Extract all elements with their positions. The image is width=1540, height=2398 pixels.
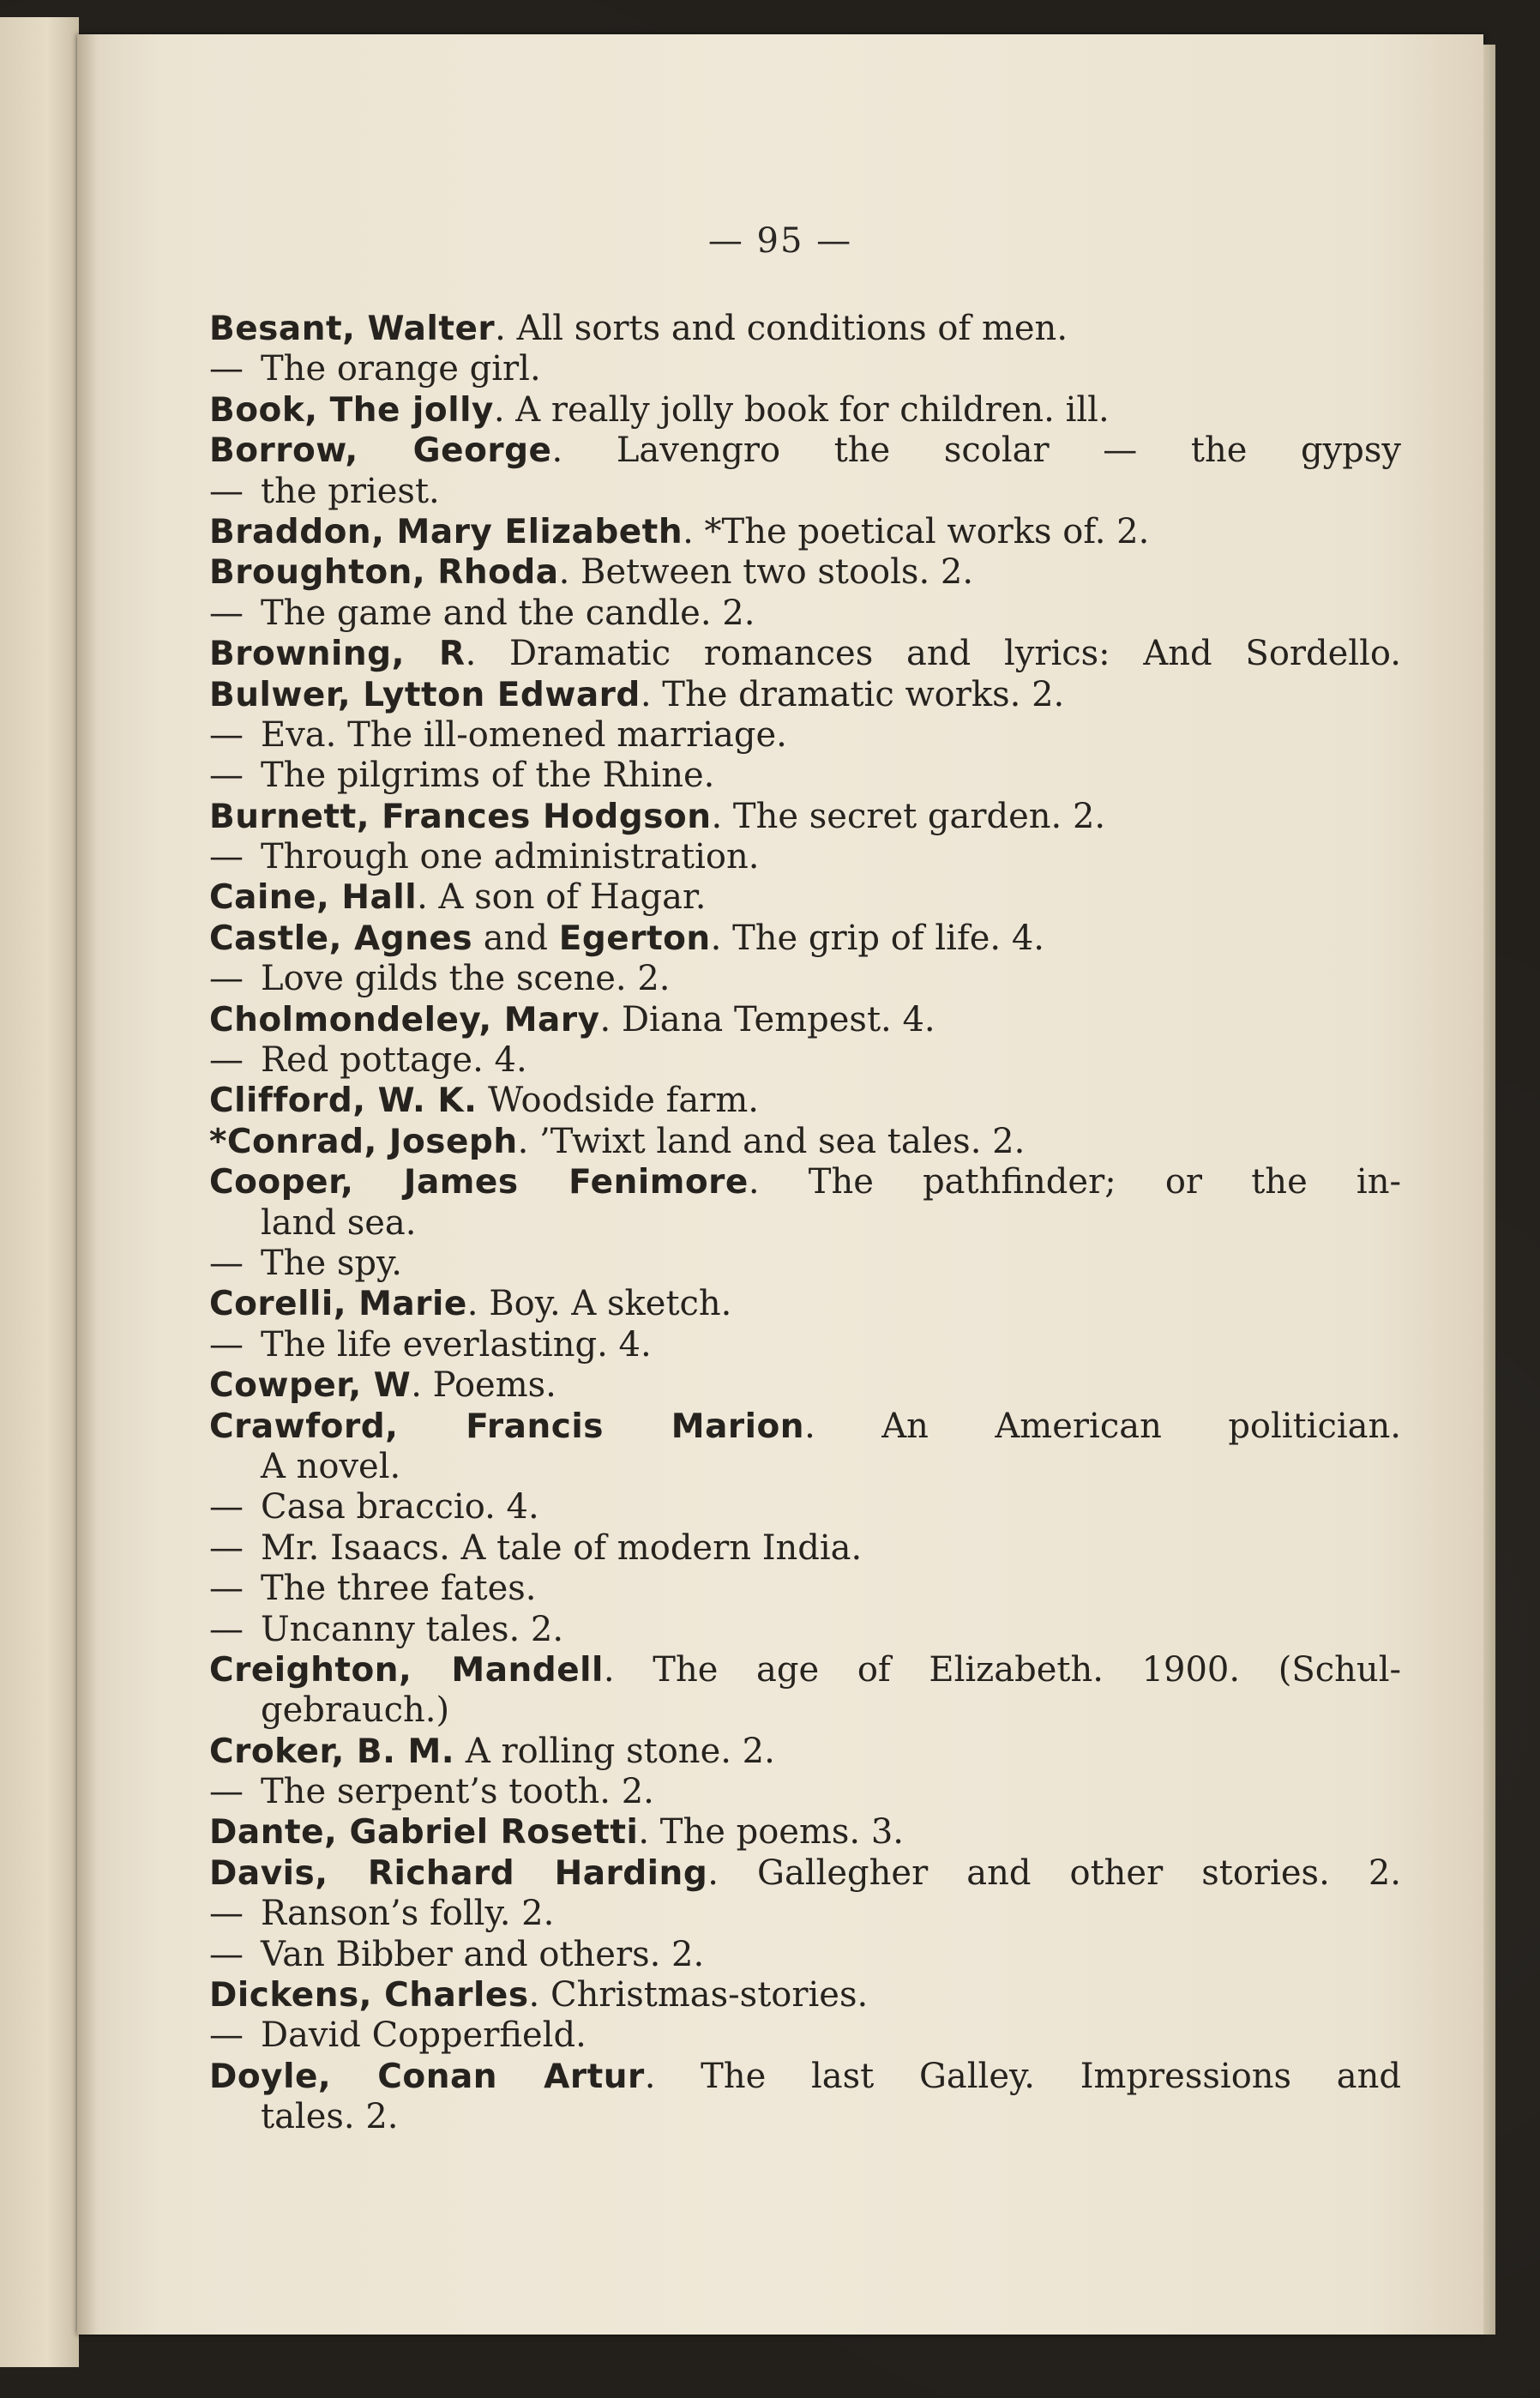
catalog-entry: [209, 1122, 1401, 1162]
ditto-dash: —: [209, 714, 244, 755]
catalog-subentry: [209, 1772, 1401, 1812]
catalog-subentry: [209, 472, 1401, 512]
ditto-dash: —: [209, 471, 244, 511]
catalog-continuation: [209, 1690, 1401, 1731]
title-text: . The secret garden. 2.: [711, 796, 1106, 836]
title-text: The serpent’s tooth. 2.: [261, 1772, 654, 1812]
author-name: Corelli, Marie: [209, 1285, 467, 1324]
title-text: Casa braccio. 4.: [261, 1487, 539, 1527]
catalog-entry: [209, 877, 1401, 918]
ditto-dash: —: [209, 1934, 244, 1974]
author-name: Clifford, W. K.: [209, 1082, 478, 1121]
catalog-continuation: [209, 2097, 1401, 2137]
ditto-dash: —: [209, 1040, 244, 1081]
title-text: Love gilds the scene. 2.: [261, 959, 671, 999]
catalog-entry: [209, 1853, 1401, 1894]
title-text: The three fates.: [261, 1569, 537, 1609]
catalog-subentry: [209, 593, 1401, 634]
title-text: The orange girl.: [261, 349, 541, 389]
author-name: Creighton, Mandell: [209, 1650, 604, 1690]
ditto-dash: —: [209, 1569, 244, 1609]
catalog-subentry: [209, 2015, 1401, 2056]
catalog-subentry: [209, 837, 1401, 877]
author-name: Broughton, Rhoda: [209, 553, 559, 593]
title-text: Red pottage. 4.: [261, 1040, 527, 1081]
ditto-dash: —: [209, 1894, 244, 1934]
catalog-entry: [209, 552, 1401, 593]
title-text: Eva. The ill-omened marriage.: [261, 714, 787, 755]
catalog-subentry: [209, 1325, 1401, 1365]
ditto-dash: —: [209, 1609, 244, 1649]
connector-text: and: [472, 918, 559, 958]
catalog-subentry: [209, 1610, 1401, 1650]
catalog-subentry: [209, 756, 1401, 796]
title-text: The spy.: [261, 1243, 402, 1283]
catalog-subentry: [209, 1244, 1401, 1284]
ditto-dash: —: [209, 349, 244, 389]
title-text: A rolling stone. 2.: [454, 1731, 775, 1771]
title-text: Ranson’s folly. 2.: [261, 1894, 555, 1934]
title-text: . Between two stools. 2.: [558, 552, 974, 593]
catalog-entry: [209, 1284, 1401, 1324]
title-text: . Gallegher and other stories. 2.: [707, 1853, 1401, 1893]
catalog-entry: [209, 2057, 1401, 2097]
page-number: — 95 —: [707, 221, 853, 261]
title-text: . A son of Hagar.: [417, 877, 707, 918]
catalog-entry: [209, 797, 1401, 837]
title-text: . The dramatic works. 2.: [640, 674, 1065, 714]
author-name: Borrow, George: [209, 431, 552, 471]
author-name: Cooper, James Fenimore: [209, 1163, 749, 1202]
title-text: David Copperfield.: [261, 2015, 587, 2056]
author-name: Dickens, Charles: [209, 1976, 529, 2015]
title-text: Van Bibber and others. 2.: [261, 1934, 705, 1974]
title-text: . Christmas-stories.: [528, 1975, 869, 2015]
ditto-dash: —: [209, 1487, 244, 1527]
title-text: . Diana Tempest. 4.: [599, 999, 935, 1039]
catalog-entry: [209, 309, 1401, 349]
author-name: Bulwer, Lytton Edward: [209, 675, 641, 714]
catalog-entry: [209, 1812, 1401, 1853]
catalog-entry: [209, 1365, 1401, 1406]
title-text: gebrauch.): [261, 1690, 450, 1731]
catalog-entry: [209, 1081, 1401, 1121]
title-text: . Boy. A sketch.: [466, 1284, 732, 1324]
catalog-entry: [209, 390, 1401, 431]
author-name: Cowper, W: [209, 1366, 412, 1406]
title-text: land sea.: [261, 1202, 417, 1243]
catalog-entry: [209, 1000, 1401, 1040]
ditto-dash: —: [209, 959, 244, 999]
catalog-subentry: [209, 349, 1401, 389]
title-text: tales. 2.: [261, 2097, 399, 2137]
author-name: Cholmondeley, Mary: [209, 1000, 600, 1039]
author-name: Egerton: [558, 919, 711, 958]
title-text: The life everlasting. 4.: [261, 1324, 652, 1365]
author-name: Castle, Agnes: [209, 919, 473, 958]
title-text: . Dramatic romances and lyrics: And Sordello.: [465, 634, 1401, 674]
catalog-entry: [209, 1975, 1401, 2015]
catalog-subentry: [209, 1040, 1401, 1081]
catalog-continuation: [209, 1447, 1401, 1487]
author-name: Besant, Walter: [209, 310, 496, 348]
author-name: Browning, R: [209, 635, 466, 674]
author-name: Dante, Gabriel Rosetti: [209, 1813, 639, 1853]
catalog-entry: [209, 634, 1401, 674]
catalog-subentry: [209, 1935, 1401, 1975]
catalog-subentry: [209, 1894, 1401, 1934]
catalog-subentry: [209, 1528, 1401, 1569]
spine-shadow: [77, 34, 98, 2335]
ditto-dash: —: [209, 837, 244, 877]
book-page: [77, 34, 1483, 2335]
author-name: Braddon, Mary Elizabeth: [209, 512, 683, 551]
title-text: . ’Twixt land and sea tales. 2.: [517, 1121, 1026, 1161]
right-page-edge: [1483, 45, 1495, 2335]
ditto-dash: —: [209, 1772, 244, 1812]
catalog-entries: [209, 309, 1401, 2138]
title-text: . *The poetical works of. 2.: [683, 511, 1150, 551]
title-text: Through one administration.: [261, 837, 760, 877]
catalog-entry: [209, 1732, 1401, 1772]
author-name: Crawford, Francis Marion: [209, 1407, 805, 1446]
title-text: . The grip of life. 4.: [710, 918, 1045, 958]
title-text: A novel.: [261, 1446, 401, 1486]
author-name: Caine, Hall: [209, 878, 418, 918]
author-name: Burnett, Frances Hodgson: [209, 797, 712, 836]
title-text: Woodside farm.: [477, 1081, 760, 1121]
catalog-subentry: [209, 1487, 1401, 1527]
title-text: . The age of Elizabeth. 1900. (Schul-: [603, 1649, 1402, 1690]
title-text: The pilgrims of the Rhine.: [261, 756, 715, 796]
title-text: the priest.: [261, 471, 440, 511]
author-name: Croker, B. M.: [209, 1732, 455, 1771]
catalog-subentry: [209, 1569, 1401, 1609]
catalog-continuation: [209, 1203, 1401, 1244]
title-text: Uncanny tales. 2.: [261, 1609, 564, 1649]
catalog-entry: [209, 675, 1401, 715]
title-text: The game and the candle. 2.: [261, 593, 755, 633]
title-text: . The pathfinder; or the in-: [748, 1162, 1401, 1202]
title-text: . The last Galley. Impressions and: [644, 2056, 1402, 2096]
title-text: Mr. Isaacs. A tale of modern India.: [261, 1527, 863, 1568]
ditto-dash: —: [209, 756, 244, 796]
catalog-subentry: [209, 715, 1401, 756]
author-name: Davis, Richard Harding: [209, 1853, 708, 1893]
author-name: Doyle, Conan Artur: [209, 2057, 645, 2096]
catalog-entry: [209, 919, 1401, 959]
ditto-dash: —: [209, 2015, 244, 2056]
catalog-entry: [209, 1650, 1401, 1690]
ditto-dash: —: [209, 1324, 244, 1365]
catalog-entry: [209, 1162, 1401, 1202]
ditto-dash: —: [209, 1527, 244, 1568]
title-text: . All sorts and conditions of men.: [495, 309, 1068, 348]
title-text: . Lavengro the scolar — the gypsy: [551, 431, 1401, 471]
title-text: . The poems. 3.: [638, 1812, 904, 1853]
title-text: . Poems.: [411, 1365, 556, 1406]
catalog-entry: [209, 1407, 1401, 1447]
title-text: . A really jolly book for children. ill.: [493, 389, 1110, 430]
ditto-dash: —: [209, 593, 244, 633]
author-name: *Conrad, Joseph: [209, 1122, 518, 1161]
left-page-edge: [0, 17, 79, 2367]
catalog-entry: [209, 431, 1401, 471]
ditto-dash: —: [209, 1243, 244, 1283]
title-text: . An American politician.: [804, 1406, 1401, 1446]
catalog-subentry: [209, 959, 1401, 999]
catalog-entry: [209, 512, 1401, 552]
author-name: Book, The jolly: [209, 390, 494, 430]
